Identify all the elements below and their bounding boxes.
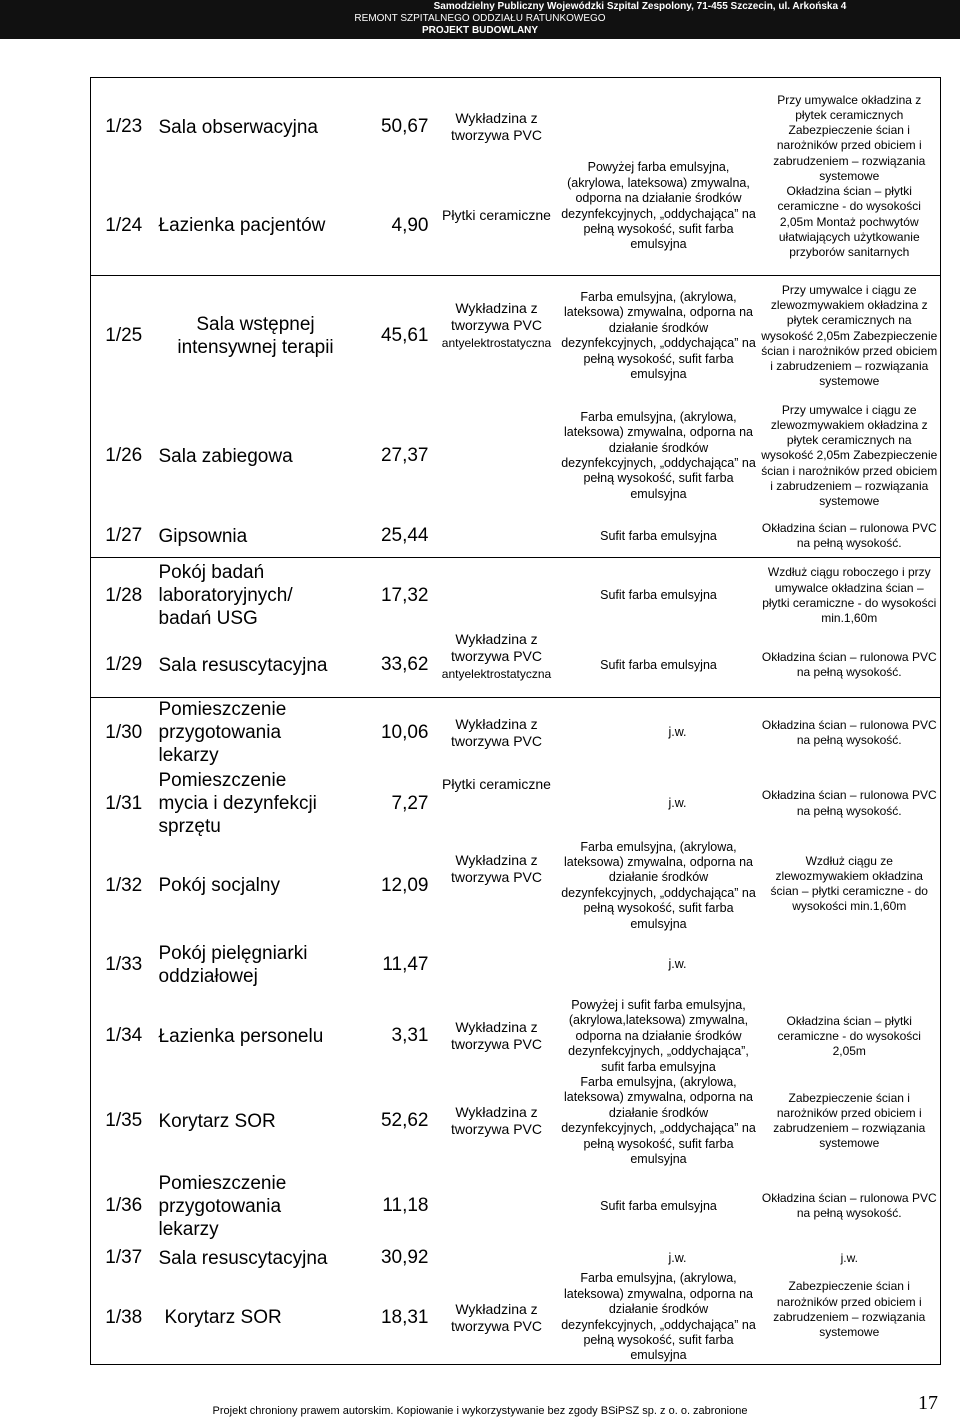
header-project-type: PROJEKT BUDOWLANY (421, 25, 539, 36)
room-name: Sala zabiegowa (158, 445, 293, 467)
room-area: 10,06 (380, 721, 429, 743)
room-area: 11,47 (382, 953, 429, 975)
room-area: 27,37 (380, 445, 429, 466)
footer-copyright: Projekt chroniony prawem autorskim. Kopiowanie i wykorzystywanie bez zgody BSiPSZ sp. z o. o. zabronione (212, 1405, 748, 1417)
ceiling-finish: j.w. (668, 957, 687, 972)
table-row (91, 516, 941, 558)
floor-finish (435, 397, 559, 516)
table-row (91, 78, 941, 177)
table-row (91, 998, 941, 1075)
room-name: Sala wstępnej intensywnej terapii (177, 314, 334, 359)
room-name: Pomieszczenie przygotowania lekarzy (158, 699, 287, 767)
table-row (91, 1245, 941, 1271)
room-name: Sala resuscytacyjna (158, 654, 328, 676)
wall-finish: Okładzina ścian – rulonowa PVC na pełną wysokość. (761, 650, 937, 680)
room-area: 3,31 (391, 1025, 429, 1047)
room-name: Pokój badań laboratoryjnych/ badań USG (158, 562, 293, 630)
wall-finish: Okładzina ścian – rulonowa PVC na pełną wysokość. (761, 717, 937, 747)
room-area: 17,32 (380, 584, 429, 606)
room-name: Korytarz SOR (158, 1110, 276, 1132)
room-number: 1/27 (105, 525, 143, 547)
room-number: 1/30 (105, 721, 143, 743)
floor-finish: Wykładzina z tworzywa PVC (450, 1104, 543, 1138)
ceiling-finish: Powyżej i sufit farba emulsyjna, (akrylowa,lateksowa) zmywalna, odporna na działanie środków dezynfekcyjnych, „oddychająca”, sufit farba emulsyjna (568, 997, 749, 1074)
wall-finish: Okładzina ścian – rulonowa PVC na pełną wysokość. (761, 1191, 937, 1221)
room-area: 33,62 (380, 654, 429, 676)
room-name: Korytarz SOR (164, 1307, 282, 1329)
floor-finish-sub: antyelektrostatyczna (441, 336, 552, 350)
room-number: 1/33 (105, 953, 143, 975)
ceiling-finish: Farba emulsyjna, (akrylowa, lateksowa) zmywalna, odporna na działanie środków dezynfekcyjnych, „oddychająca” na pełną wysokość, sufit farba emulsyjna (561, 290, 756, 382)
ceiling-finish: Sufit farba emulsyjna (600, 657, 717, 672)
floor-finish (435, 516, 559, 558)
room-number: 1/31 (105, 792, 143, 814)
wall-finish: Przy umywalce i ciągu ze zlewozmywakiem okładzina z płytek ceramicznych na wysokość 2,05m Zabezpieczenie ścian i narożników przed obiciem i zabrudzeniem – rozwiązania systemowe (761, 402, 938, 508)
room-name: Pomieszczenie przygotowania lekarzy (158, 1172, 287, 1240)
ceiling-finish: j.w. (668, 725, 687, 740)
room-area: 45,61 (380, 325, 429, 347)
room-number: 1/24 (105, 214, 143, 236)
room-number: 1/23 (105, 116, 143, 138)
floor-finish: Wykładzina z tworzywa PVC (450, 1300, 543, 1334)
wall-finish: j.w. (840, 1250, 858, 1265)
table-row (91, 558, 941, 634)
floor-finish: Płytki ceramiczne (442, 775, 551, 792)
room-number: 1/32 (105, 874, 143, 896)
room-area: 50,67 (380, 116, 429, 138)
floor-finish (435, 276, 559, 397)
room-area: 12,09 (380, 874, 429, 896)
floor-finish (435, 1245, 559, 1271)
ceiling-finish: j.w. (668, 795, 687, 810)
ceiling-finish: j.w. (668, 1250, 687, 1265)
wall-finish: Przy umywalce okładzina z płytek ceramicznych Zabezpieczenie ścian i narożników przed obiciem i zabrudzeniem – rozwiązania systemowe Okładzina ścian – płytki ceramiczne - do wysokości 2,05m Montaż pochwytów ułatwiających użytkowanie przyborów sanitarnych (773, 92, 926, 259)
ceiling-finish: Farba emulsyjna, (akrylowa, lateksowa) zmywalna, odporna na działanie środków dezynfekcyjnych, „oddychająca” na pełną wysokość, sufit farba emulsyjna (561, 1074, 756, 1166)
room-name: Łazienka pacjentów (158, 215, 326, 237)
room-name: Sala resuscytacyjna (158, 1247, 328, 1269)
wall-finish: Okładzina ścian – płytki ceramiczne - do wysokości 2,05m (777, 1013, 921, 1059)
room-number: 1/35 (105, 1110, 143, 1132)
group-4 (91, 698, 941, 1365)
ceiling-finish: Farba emulsyjna, (akrylowa, lateksowa) zmywalna, odporna na działanie środków dezynfekcyjnych, „oddychająca” na pełną wysokość, sufit farba emulsyjna (561, 1271, 756, 1363)
floor-finish-sub: antyelektrostatyczna (441, 667, 552, 681)
table-row (91, 397, 941, 516)
room-number: 1/25 (105, 325, 143, 347)
room-number: 1/36 (105, 1195, 143, 1217)
room-finish-table (90, 77, 941, 1365)
room-name: Pokój pielęgniarki oddziałowej (158, 942, 308, 987)
group-2 (91, 276, 941, 558)
table-row (91, 840, 941, 932)
page-header (0, 0, 960, 39)
floor-finish: Płytki ceramiczne (442, 206, 551, 223)
room-area: 52,62 (380, 1110, 429, 1132)
ceiling-finish: Farba emulsyjna, (akrylowa, lateksowa) zmywalna, odporna na działanie środków dezynfekcyjnych, „oddychająca” na pełną wysokość, sufit farba emulsyjna (561, 409, 756, 501)
wall-finish: Wzdłuż ciągu roboczego i przy umywalce okładzina ścian – płytki ceramiczne - do wysokości min.1,60m (762, 565, 937, 625)
group-3 (91, 558, 941, 698)
room-area: 18,31 (380, 1306, 429, 1328)
ceiling-finish: Sufit farba emulsyjna (600, 1198, 717, 1213)
room-number: 1/26 (105, 445, 143, 466)
floor-finish: Wykładzina z tworzywa PVC (450, 851, 543, 885)
floor-finish-main: Wykładzina z tworzywa PVC (450, 300, 543, 333)
floor-finish-main: Wykładzina z tworzywa PVC (450, 631, 543, 664)
ceiling-finish: Sufit farba emulsyjna (600, 528, 717, 543)
table-row (91, 768, 941, 840)
room-number: 1/38 (105, 1306, 143, 1328)
floor-finish (435, 1167, 559, 1245)
page-number: 17 (918, 1392, 938, 1414)
wall-finish: Okładzina ścian – rulonowa PVC na pełną wysokość. (761, 788, 937, 818)
ceiling-finish: Powyżej farba emulsyjna, (akrylowa, lateksowa) zmywalna, odporna na działanie środków dezynfekcyjnych, „oddychająca” na pełną wysokość, sufit farba emulsyjna (561, 160, 756, 252)
wall-finish: Przy umywalce i ciągu ze zlewozmywakiem okładzina z płytek ceramicznych na wysokość 2,05m Zabezpieczenie ścian i narożników przed obiciem i zabrudzeniem – rozwiązania systemowe (761, 283, 938, 389)
wall-finish: Zabezpieczenie ścian i narożników przed obiciem i zabrudzeniem – rozwiązania systemowe (773, 1090, 926, 1151)
ceiling-finish: Sufit farba emulsyjna (600, 588, 717, 603)
room-number: 1/34 (105, 1025, 143, 1047)
wall-finish: Zabezpieczenie ścian i narożników przed obiciem i zabrudzeniem – rozwiązania systemowe (773, 1279, 926, 1340)
room-name: Pomieszczenie mycia i dezynfekcji sprzętu (158, 770, 317, 837)
room-number: 1/37 (105, 1247, 143, 1269)
table-row (91, 1075, 941, 1167)
wall-finish: Wzdłuż ciągu ze zlewozmywakiem okładzina ścian – płytki ceramiczne - do wysokości min.1,60m (770, 853, 928, 914)
room-number: 1/29 (105, 654, 143, 676)
wall-finish: Okładzina ścian – rulonowa PVC na pełną wysokość. (761, 521, 937, 551)
table-row (91, 1271, 941, 1364)
room-name: Gipsownia (158, 525, 248, 547)
floor-finish (435, 558, 559, 698)
header-address: Samodzielny Publiczny Wojewódzki Szpital Zespolony, 71-455 Szczecin, ul. Arkońska 4 (433, 1, 847, 12)
table-row (91, 276, 941, 397)
ceiling-finish: Farba emulsyjna, (akrylowa, lateksowa) zmywalna, odporna na działanie środków dezynfekcyjnych, „oddychająca” na pełną wysokość, sufit farba emulsyjna (561, 839, 756, 931)
room-area: 4,90 (391, 214, 429, 236)
room-area: 25,44 (380, 525, 429, 547)
header-project-name: REMONT SZPITALNEGO ODDZIAŁU RATUNKOWEGO (354, 13, 606, 24)
floor-finish: Wykładzina z tworzywa PVC (450, 1019, 543, 1053)
room-name: Łazienka personelu (158, 1025, 324, 1047)
room-area: 7,27 (391, 792, 429, 814)
room-area: 11,18 (382, 1195, 429, 1217)
group-1 (91, 78, 941, 276)
floor-finish: Wykładzina z tworzywa PVC (450, 110, 543, 144)
room-area: 30,92 (380, 1247, 429, 1269)
room-name: Sala obserwacyjna (158, 116, 318, 138)
floor-finish: Wykładzina z tworzywa PVC (450, 715, 543, 749)
table-row (91, 698, 941, 768)
room-name: Pokój socjalny (158, 875, 280, 897)
table-row (91, 1167, 941, 1245)
room-number: 1/28 (105, 584, 143, 606)
